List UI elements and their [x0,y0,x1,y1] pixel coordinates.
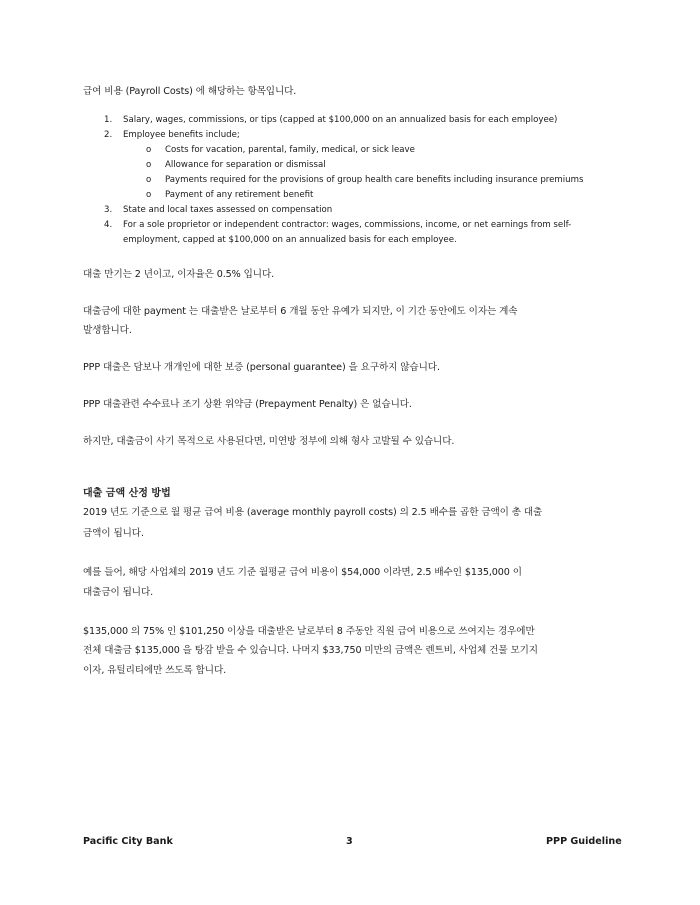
list-text: employment, capped at $100,000 on an annualized basis for each employee. [123,235,457,245]
footer-page-number: 3 [346,836,353,847]
list-text: For a sole proprietor or independent contractor: wages, commissions, income, or net earnings from self- [123,220,572,230]
fees-paragraph: PPP 대출관련 수수료나 조기 상환 위약금 (Prepayment Penalty) 은 없습니다. [83,399,412,410]
forgiveness-line-2: 전체 대출금 $135,000 을 탕감 받을 수 있습니다. 나머지 $33,750 미만의 금액은 렌트비, 사업체 건물 모기지 [83,645,538,656]
example-line-2: 대출금이 됩니다. [83,587,154,598]
bullet-icon: o [146,175,152,185]
calc-line-1: 2019 년도 기준으로 월 평균 급여 비용 (average monthly payroll costs) 의 2.5 배수를 곱한 금액이 총 대출 [83,507,543,518]
calc-line-2: 금액이 됩니다. [83,528,144,539]
list-number: 4. [104,220,113,230]
guarantee-paragraph: PPP 대출은 담보나 개개인에 대한 보증 (personal guarantee) 을 요구하지 않습니다. [83,362,440,373]
sub-list-text: Allowance for separation or dismissal [165,160,326,170]
list-number: 3. [104,205,113,215]
bullet-icon: o [146,160,152,170]
payment-deferral-line-1: 대출금에 대한 payment 는 대출받은 날로부터 6 개월 동안 유예가 되지만, 이 기간 동안에도 이자는 계속 [83,306,518,317]
misuse-warning-paragraph: 하지만, 대출금이 사기 목적으로 사용된다면, 미연방 정부에 의해 형사 고발될 수 있습니다. [83,436,455,447]
forgiveness-line-1: $135,000 의 75% 인 $101,250 이상을 대출받은 날로부터 8 주동안 직원 급여 비용으로 쓰여지는 경우에만 [83,626,535,637]
list-text: State and local taxes assessed on compensation [123,205,333,215]
list-number: 1. [104,115,113,125]
sub-list-text: Costs for vacation, parental, family, medical, or sick leave [165,145,415,155]
loan-term-paragraph: 대출 만기는 2 년이고, 이자율은 0.5% 입니다. [83,269,275,280]
footer-document-title: PPP Guideline [546,836,622,847]
footer-bank-name: Pacific City Bank [83,836,173,847]
section-heading: 대출 금액 산정 방법 [83,488,171,499]
bullet-icon: o [146,145,152,155]
list-number: 2. [104,130,113,140]
list-text: Salary, wages, commissions, or tips (capped at $100,000 on an annualized basis for each employee) [123,115,558,125]
payroll-intro: 급여 비용 (Payroll Costs) 에 해당하는 항목입니다. [83,86,297,97]
bullet-icon: o [146,190,152,200]
example-line-1: 예를 들어, 해당 사업체의 2019 년도 기준 월평균 급여 비용이 $54,000 이라면, 2.5 배수인 $135,000 이 [83,567,522,578]
sub-list-text: Payments required for the provisions of group health care benefits including insurance premiums [165,175,584,185]
payment-deferral-line-2: 발생합니다. [83,325,132,336]
list-text: Employee benefits include; [123,130,240,140]
sub-list-text: Payment of any retirement benefit [165,190,314,200]
forgiveness-line-3: 이자, 유틸리티에만 쓰도록 합니다. [83,665,227,676]
